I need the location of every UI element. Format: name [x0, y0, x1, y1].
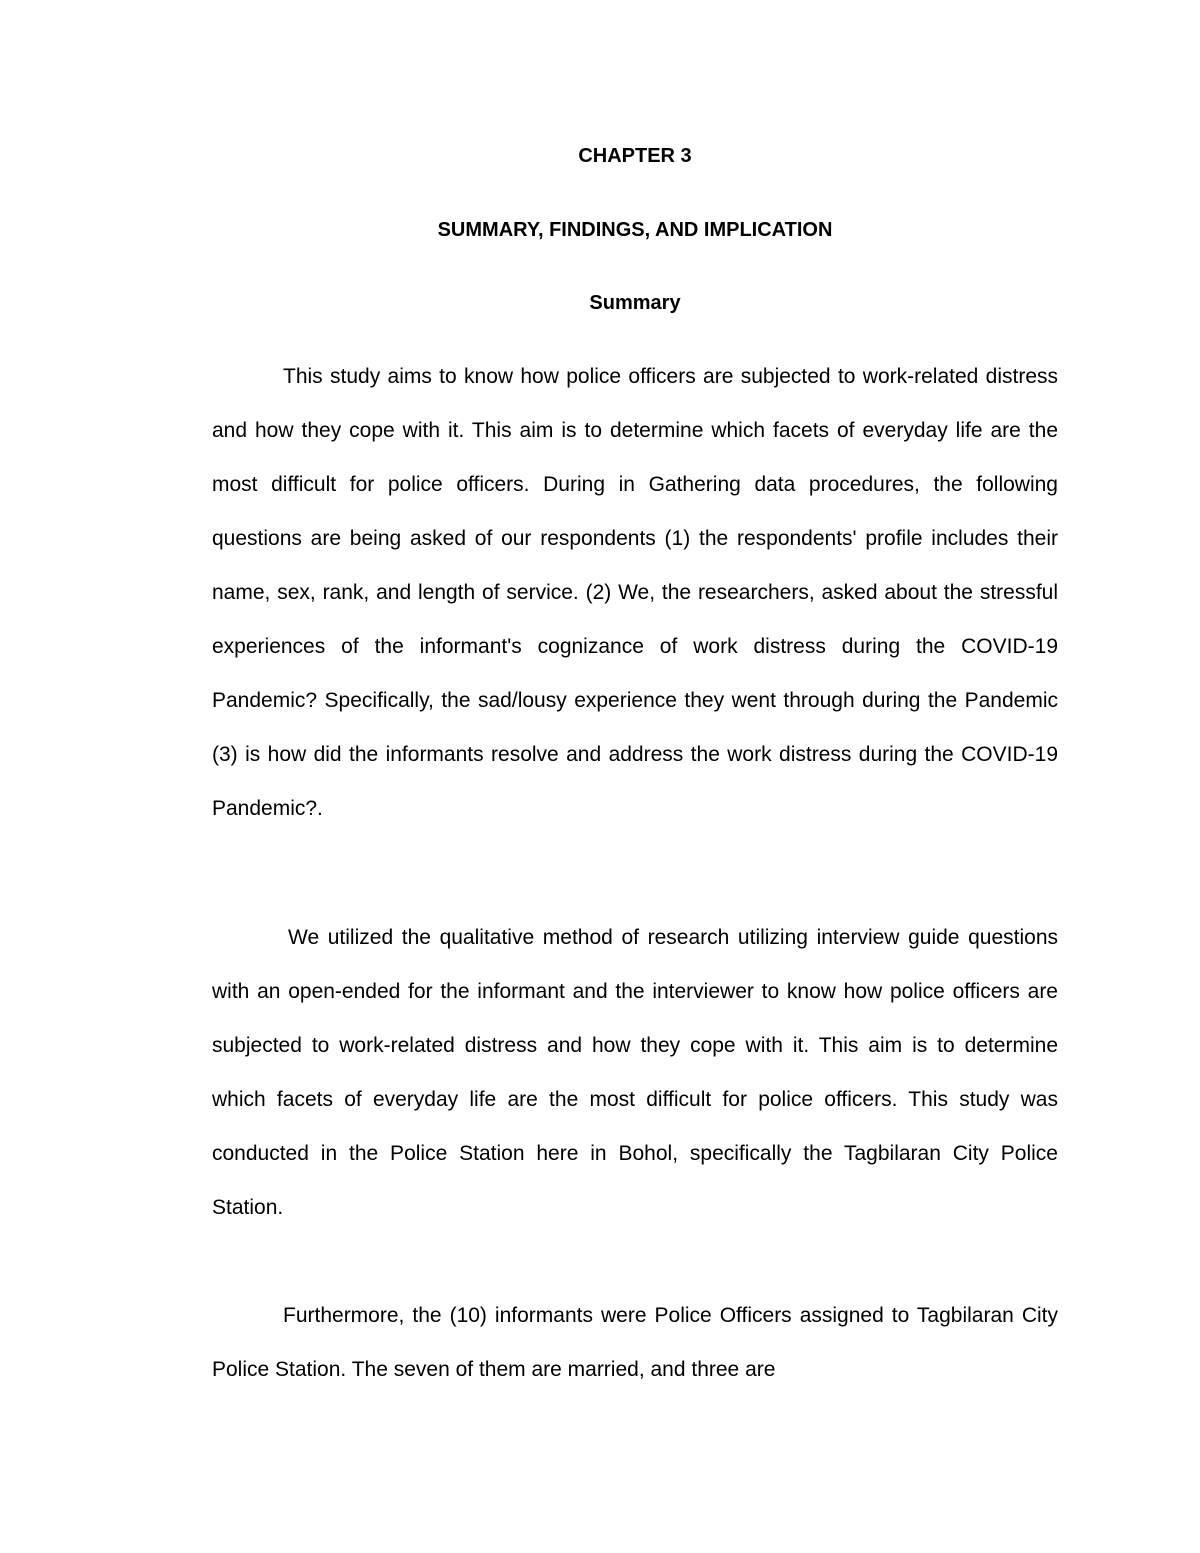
chapter-title: SUMMARY, FINDINGS, AND IMPLICATION: [437, 219, 833, 241]
chapter-heading: CHAPTER 3: [578, 145, 692, 167]
summary-paragraph-3: Furthermore, the (10) informants were Police Officers assigned to Tagbilaran City Police Station. The seven of them are married, and three are: [212, 1304, 1058, 1381]
section-heading-summary: Summary: [589, 292, 681, 314]
summary-paragraph-2: We utilized the qualitative method of research utilizing interview guide questions with an open-ended for the informant and the interviewer to know how police officers are subjected to work-related distress and how they cope with it. This aim is to determine which facets of everyday life are the most difficult for police officers. This study was conducted in the Police Station here in Bohol, specifically the Tagbilaran City Police Station.: [212, 926, 1058, 1219]
summary-paragraph-1: This study aims to know how police officers are subjected to work-related distress and how they cope with it. This aim is to determine which facets of everyday life are the most difficult for police officers. During in Gathering data procedures, the following questions are being asked of our respondents (1) the respondents' profile includes their name, sex, rank, and length of service. (2) We, the researchers, asked about the stressful experiences of the informant's cognizance of work distress during the COVID-19 Pandemic? Specifically, the sad/lousy experience they went through during the Pandemic (3) is how did the informants resolve and address the work distress during the COVID-19 Pandemic?.: [212, 365, 1058, 820]
